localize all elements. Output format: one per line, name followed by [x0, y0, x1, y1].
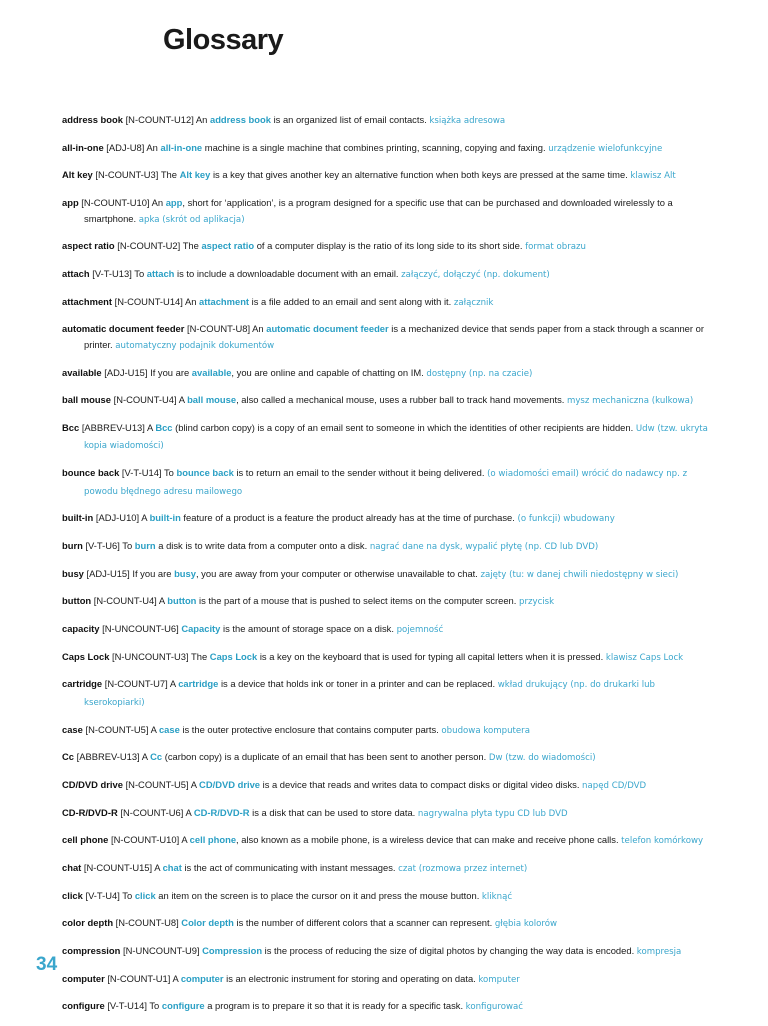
entry-term: color depth	[62, 917, 114, 929]
entry-lead: A	[190, 778, 197, 790]
entry-grammar: [N-COUNT-U1]	[107, 972, 171, 984]
entry-lead: A	[146, 421, 153, 433]
entry-definition: a disk is to write data from a computer onto a disk.	[158, 539, 368, 551]
glossary-entry	[62, 915, 717, 933]
entry-lead: A	[181, 834, 188, 846]
entry-term: compression	[62, 945, 121, 957]
entry-translation: mysz mechaniczna (kulkowa)	[566, 396, 694, 407]
entry-definition: is the outer protective enclosure that contains computer parts.	[182, 723, 439, 735]
glossary-list	[62, 112, 717, 1026]
entry-definition: is the number of different colors that a scanner can represent.	[236, 917, 493, 929]
entry-term: Bcc	[62, 421, 80, 433]
glossary-entry	[62, 238, 717, 256]
entry-grammar: [N-COUNT-U8]	[187, 323, 251, 335]
glossary-entry	[62, 676, 717, 711]
glossary-entry	[62, 365, 717, 383]
entry-highlight: address book	[209, 114, 271, 125]
glossary-entry	[62, 805, 717, 823]
entry-translation: Udw (tzw. ukryta kopia wiadomości)	[84, 423, 708, 452]
glossary-entry	[62, 266, 717, 284]
entry-definition: , you are away from your computer or otherwise unavailable to chat.	[195, 567, 478, 579]
glossary-entry	[62, 621, 717, 639]
entry-translation: urządzenie wielofunkcyjne	[548, 143, 663, 154]
entry-term: attach	[62, 267, 90, 279]
entry-highlight: bounce back	[176, 467, 234, 479]
entry-translation: kompresja	[636, 947, 682, 958]
entry-definition: is a key on the keyboard that is used for typing all capital letters when it is pressed.	[259, 650, 604, 662]
entry-definition: is the part of a mouse that is pushed to select items on the computer screen.	[199, 595, 517, 607]
entry-lead: A	[178, 394, 185, 406]
glossary-entry	[62, 749, 717, 767]
entry-definition: machine is a single machine that combines printing, scanning, copying and faxing.	[204, 141, 546, 153]
entry-highlight: Cc	[150, 751, 163, 763]
entry-definition: , also called a mechanical mouse, uses a rubber ball to track hand movements.	[236, 394, 565, 406]
entry-grammar: [V-T-U13]	[92, 267, 132, 279]
glossary-entry	[62, 943, 717, 961]
entry-term: available	[62, 366, 102, 378]
entry-highlight: Compression	[202, 945, 263, 957]
entry-definition: , also known as a mobile phone, is a wireless device that can make and receive phone calls.	[236, 834, 619, 846]
entry-definition: , short for ‘application’, is a program designed for a specific use that can be purchased and downloaded wirelessly to a smartphone.	[84, 197, 673, 224]
glossary-entry	[62, 998, 717, 1016]
entry-term: app	[62, 197, 79, 209]
entry-definition: (blind carbon copy) is a copy of an email sent to someone in which the identities of other recipients are hidden.	[175, 421, 634, 433]
entry-highlight: click	[134, 889, 156, 901]
entry-lead: A	[141, 751, 148, 763]
entry-highlight: busy	[174, 567, 196, 579]
entry-definition: is a device that holds ink or toner in a printer and can be replaced.	[220, 678, 496, 690]
glossary-entry	[62, 112, 717, 130]
entry-translation: książka adresowa	[429, 116, 506, 126]
entry-translation: nagrać dane na dysk, wypalić płytę (np. CD lub DVD)	[369, 541, 599, 552]
entry-term: configure	[62, 1000, 105, 1012]
entry-grammar: [ADJ-U15]	[86, 567, 130, 579]
entry-highlight: built-in	[149, 512, 181, 524]
entry-translation: zajęty (tu: w danej chwili niedostępny w sieci)	[480, 569, 679, 580]
entry-term: chat	[62, 862, 82, 873]
glossary-entry	[62, 140, 717, 158]
entry-lead: A	[154, 862, 160, 873]
entry-highlight: attachment	[199, 295, 250, 307]
entry-translation: napęd CD/DVD	[582, 780, 647, 791]
entry-translation: wkład drukujący (np. do drukarki lub kserokopiarki)	[84, 680, 655, 708]
entry-definition: is a mechanized device that sends paper from a stack through a scanner or printer.	[84, 323, 704, 350]
entry-grammar: [ADJ-U15]	[104, 366, 148, 378]
entry-translation: nagrywalna płyta typu CD lub DVD	[417, 808, 568, 819]
entry-definition: is a file added to an email and sent along with it.	[251, 295, 452, 307]
entry-grammar: [N-UNCOUNT-U6]	[102, 623, 179, 634]
entry-term: address book	[62, 114, 123, 125]
entry-term: all-in-one	[62, 141, 104, 153]
entry-grammar: [V-T-U14]	[107, 1000, 147, 1012]
entry-term: cell phone	[62, 834, 109, 846]
entry-term: busy	[62, 567, 84, 579]
page-title: Glossary	[163, 24, 284, 56]
entry-highlight: all-in-one	[160, 141, 203, 153]
entry-translation: przycisk	[518, 597, 555, 608]
entry-definition: is the amount of storage space on a disk.	[223, 623, 394, 634]
entry-lead: An	[195, 114, 208, 125]
entry-lead: To	[134, 267, 145, 279]
glossary-entry	[62, 593, 717, 611]
entry-definition: is a device that reads and writes data to compact disks or digital video disks.	[262, 778, 580, 790]
entry-translation: czat (rozmowa przez internet)	[398, 864, 528, 874]
entry-highlight: Alt key	[179, 169, 211, 181]
entry-lead: A	[169, 678, 176, 690]
entry-highlight: button	[167, 595, 197, 607]
entry-translation: załączyć, dołączyć (np. dokument)	[401, 269, 550, 280]
entry-term: ball mouse	[62, 394, 111, 406]
entry-highlight: ball mouse	[187, 394, 237, 406]
entry-term: cartridge	[62, 678, 103, 690]
entry-grammar: [ADJ-U8]	[106, 141, 145, 153]
entry-lead: The	[182, 240, 199, 252]
entry-grammar: [N-UNCOUNT-U3]	[112, 650, 189, 662]
entry-definition: is to return an email to the sender without it being delivered.	[236, 467, 485, 479]
glossary-entry	[62, 321, 717, 354]
entry-term: case	[62, 723, 83, 735]
glossary-entry	[62, 538, 717, 556]
glossary-entry	[62, 722, 717, 740]
entry-highlight: attach	[146, 267, 175, 279]
entry-term: attachment	[62, 295, 113, 307]
entry-definition: is the process of reducing the size of digital photos by changing the way data is encoded.	[264, 945, 635, 957]
entry-translation: pojemność	[396, 625, 444, 635]
entry-grammar: [N-COUNT-U4]	[93, 595, 157, 607]
entry-highlight: Color depth	[181, 917, 234, 929]
entry-highlight: case	[158, 723, 180, 735]
entry-highlight: Capacity	[181, 623, 221, 634]
entry-highlight: cartridge	[178, 678, 219, 690]
entry-highlight: aspect ratio	[201, 240, 255, 252]
entry-lead: The	[160, 169, 177, 181]
entry-grammar: [V-T-U14]	[121, 467, 162, 479]
glossary-entry	[62, 971, 717, 989]
entry-highlight: burn	[134, 539, 156, 551]
entry-highlight: CD-R/DVD-R	[193, 806, 250, 818]
entry-definition: is a key that gives another key an alternative function when both keys are pressed at the same time.	[212, 169, 628, 181]
entry-grammar: [V-T-U6]	[85, 539, 120, 551]
entry-term: burn	[62, 539, 83, 551]
entry-translation: automatyczny podajnik dokumentów	[115, 340, 275, 351]
entry-grammar: [N-COUNT-U15]	[83, 862, 153, 873]
entry-grammar: [N-COUNT-U5]	[125, 778, 189, 790]
entry-lead: A	[185, 806, 192, 818]
entry-definition: , you are online and capable of chatting on IM.	[231, 366, 424, 378]
entry-highlight: cell phone	[189, 834, 237, 846]
entry-highlight: Bcc	[155, 421, 173, 433]
entry-definition: is a disk that can be used to store data.	[252, 806, 416, 818]
entry-grammar: [N-COUNT-U3]	[95, 169, 159, 181]
entry-grammar: [N-COUNT-U8]	[115, 917, 179, 929]
entry-lead: The	[191, 650, 208, 662]
entry-term: automatic document feeder	[62, 323, 185, 335]
entry-grammar: [N-COUNT-U12]	[125, 114, 194, 125]
entry-translation: (o funkcji) wbudowany	[517, 514, 615, 525]
entry-term: bounce back	[62, 467, 120, 479]
entry-translation: format obrazu	[525, 242, 586, 253]
glossary-entry	[62, 392, 717, 410]
entry-translation: telefon komórkowy	[621, 836, 704, 847]
entry-translation: klawisz Alt	[630, 171, 676, 182]
entry-definition: (carbon copy) is a duplicate of an email that has been sent to another person.	[164, 751, 487, 763]
entry-grammar: [ABBREV-U13]	[81, 421, 145, 433]
entry-term: built-in	[62, 512, 94, 524]
entry-highlight: available	[191, 366, 232, 378]
entry-term: Alt key	[62, 169, 93, 181]
entry-highlight: app	[165, 197, 183, 209]
entry-lead: If you are	[150, 366, 190, 378]
entry-definition: is an electronic instrument for storing and operating on data.	[226, 972, 476, 984]
entry-lead: To	[163, 467, 174, 479]
entry-grammar: [N-COUNT-U7]	[104, 678, 168, 690]
entry-definition: of a computer display is the ratio of its long side to its short side.	[256, 240, 523, 252]
entry-grammar: [ADJ-U10]	[95, 512, 140, 524]
entry-highlight: automatic document feeder	[266, 323, 389, 335]
entry-term: Cc	[62, 751, 74, 763]
entry-lead: An	[252, 323, 264, 335]
glossary-entry	[62, 465, 717, 500]
entry-highlight: configure	[161, 1000, 205, 1012]
entry-translation: dostępny (np. na czacie)	[426, 368, 533, 379]
glossary-entry	[62, 860, 717, 878]
entry-term: CD/DVD drive	[62, 778, 123, 790]
entry-definition: is an organized list of email contacts.	[273, 114, 427, 125]
entry-translation: Dw (tzw. do wiadomości)	[488, 753, 596, 764]
entry-grammar: [N-COUNT-U14]	[114, 295, 183, 307]
entry-lead: An	[146, 141, 158, 153]
glossary-entry	[62, 649, 717, 667]
glossary-entry	[62, 167, 717, 185]
glossary-entry	[62, 195, 717, 228]
entry-translation: komputer	[478, 974, 520, 985]
entry-lead: A	[150, 723, 157, 735]
entry-definition: is the act of communicating with instant messages.	[184, 862, 396, 873]
entry-lead: A	[141, 512, 147, 524]
entry-term: click	[62, 889, 83, 901]
entry-definition: a program is to prepare it so that it is ready for a specific task.	[207, 1000, 464, 1012]
entry-highlight: Caps Lock	[209, 650, 258, 662]
entry-translation: konfigurować	[465, 1002, 523, 1013]
entry-grammar: [N-COUNT-U10]	[110, 834, 180, 846]
entry-lead: A	[172, 972, 179, 984]
entry-translation: głębia kolorów	[494, 919, 558, 930]
entry-grammar: [N-COUNT-U5]	[85, 723, 149, 735]
entry-lead: To	[149, 1000, 160, 1012]
entry-definition: is to include a downloadable document with an email.	[177, 267, 399, 279]
entry-term: computer	[62, 972, 105, 984]
entry-translation: kliknąć	[481, 891, 513, 902]
entry-lead: A	[158, 595, 165, 607]
glossary-entry	[62, 420, 717, 455]
entry-translation: załącznik	[453, 297, 494, 308]
entry-highlight: computer	[180, 972, 224, 984]
entry-grammar: [ABBREV-U13]	[76, 751, 140, 763]
entry-term: Caps Lock	[62, 650, 110, 662]
entry-translation: obudowa komputera	[441, 725, 530, 736]
glossary-entry	[62, 510, 717, 528]
entry-term: aspect ratio	[62, 240, 115, 252]
entry-grammar: [N-COUNT-U2]	[117, 240, 181, 252]
entry-lead: An	[151, 197, 164, 209]
entry-grammar: [V-T-U4]	[85, 889, 120, 901]
entry-definition: feature of a product is a feature the product already has at the time of purchase.	[183, 512, 515, 524]
entry-definition: an item on the screen is to place the cursor on it and press the mouse button.	[158, 889, 480, 901]
entry-translation: klawisz Caps Lock	[605, 652, 684, 663]
entry-lead: An	[184, 295, 197, 307]
entry-term: button	[62, 595, 92, 607]
glossary-entry	[62, 777, 717, 795]
page-number: 34	[36, 954, 58, 975]
entry-lead: If you are	[132, 567, 172, 579]
glossary-entry	[62, 294, 717, 312]
entry-grammar: [N-UNCOUNT-U9]	[122, 945, 200, 957]
entry-term: CD-R/DVD-R	[62, 806, 118, 818]
entry-grammar: [N-COUNT-U10]	[81, 197, 150, 209]
entry-lead: To	[122, 539, 133, 551]
glossary-entry	[62, 566, 717, 584]
entry-translation: (o wiadomości email) wrócić do nadawcy np. z powodu błędnego adresu mailowego	[84, 469, 688, 497]
entry-translation: apka (skrót od aplikacja)	[138, 214, 245, 225]
glossary-entry	[62, 832, 717, 850]
entry-term: capacity	[62, 623, 100, 634]
entry-highlight: CD/DVD drive	[199, 778, 260, 790]
glossary-entry	[62, 888, 717, 906]
entry-lead: To	[122, 889, 133, 901]
entry-highlight: chat	[162, 862, 182, 873]
entry-grammar: [N-COUNT-U4]	[113, 394, 177, 406]
entry-grammar: [N-COUNT-U6]	[120, 806, 184, 818]
